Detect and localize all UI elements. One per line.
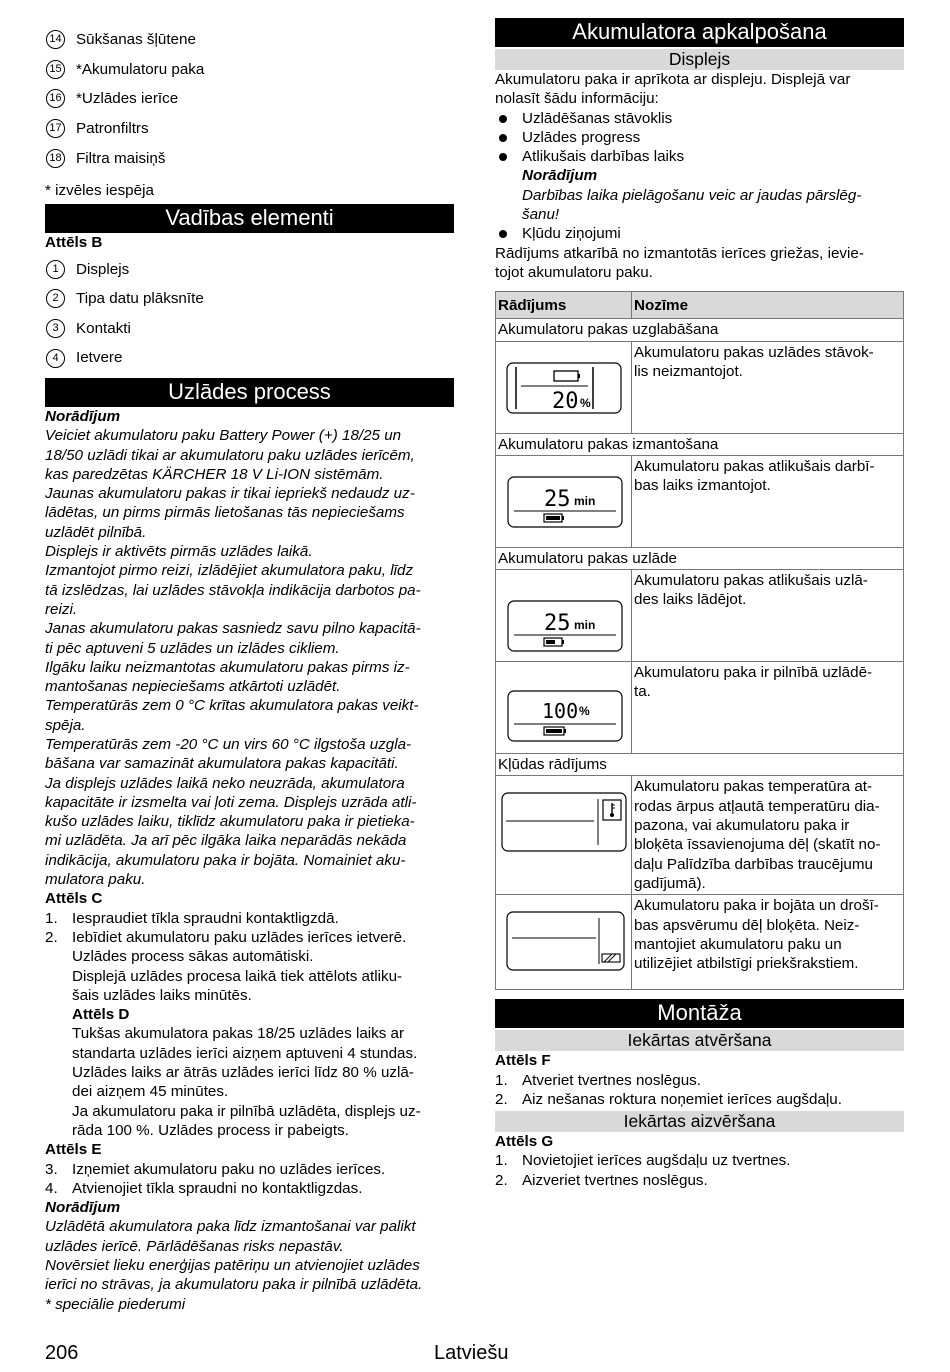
- text-line: mulatora paku.: [45, 871, 146, 889]
- text-line: indikācija, akumulatoru paka ir bojāta. Nomainiet aku-: [45, 851, 406, 869]
- text-line: * speciālie piederumi: [45, 1295, 186, 1313]
- step-text: Iebīdiet akumulatoru paku uzlādes ierīces ietverē. Uzlādes process sākas automātiski.: [72, 928, 407, 966]
- lcd-storage-icon: [498, 343, 629, 431]
- list-item: [45, 928, 454, 967]
- figure-label: Attēls D: [72, 1006, 130, 1024]
- parts-list: [45, 25, 454, 173]
- list-item: 2. Aizveriet tvertnes noslēgus.: [495, 1171, 708, 1189]
- note-label: Norādījum: [522, 167, 598, 185]
- bullet-icon: [495, 147, 522, 166]
- item-label: *Akumulatoru paka: [76, 60, 205, 78]
- figure-label: Attēls E: [45, 1141, 102, 1159]
- list-item: Atlikušais darbības laiks: [495, 147, 904, 166]
- table-header: Nozīme: [632, 292, 904, 319]
- text-line: uzlādēt pilnībā.: [45, 523, 147, 541]
- section-heading: Uzlādes process: [45, 378, 454, 407]
- lcd-value: 100: [542, 699, 579, 724]
- table-section: Akumulatoru pakas uzglabāšana: [496, 319, 904, 341]
- text-line: Ja akumulatoru paka ir pilnībā uzlādēta, displejs uz-: [72, 1102, 421, 1120]
- text-line: Darbības laika pielāgošanu veic ar jaudas pārslēg-: [522, 186, 862, 204]
- steps-list: [495, 1071, 904, 1110]
- item-label: Ietvere: [76, 349, 123, 367]
- bullet-list: [495, 109, 904, 167]
- text-line: Displejs ir aktivēts pirmās uzlādes laikā.: [45, 543, 313, 561]
- list-item: [45, 1179, 454, 1198]
- meaning-cell: Akumulatoru pakas uzlādes stāvok- lis neizmantojot.: [632, 341, 904, 433]
- text-line: mantošanas nepieciešams atkārtoti uzlādēt.: [45, 678, 341, 696]
- lcd-defect-icon: [498, 896, 629, 987]
- item-number: 4: [46, 349, 65, 368]
- text-line: dei aizņem 45 minūtes.: [72, 1083, 229, 1101]
- item-label: Displejs: [76, 260, 130, 278]
- step-detail: [45, 967, 454, 1141]
- text-line: lādētas, un pirms pirmās lietošanas tās nepieciešams: [45, 504, 405, 522]
- text-line: mi uzlādēta. Ja arī pēc ilgāka laika neparādās nekāda: [45, 832, 407, 850]
- list-item: [45, 284, 454, 314]
- steps-list: [45, 909, 454, 967]
- text-line: Novērsiet lieku enerģijas patēriņu un atvienojiet uzlādes: [45, 1257, 420, 1274]
- meaning-cell: Akumulatoru paka ir pilnībā uzlādē- ta.: [632, 662, 904, 754]
- table-header: Rādījums: [496, 292, 632, 319]
- bullet-icon: [495, 224, 522, 243]
- text-line: nolasīt šādu informāciju:: [495, 90, 659, 108]
- text-line: ierīci no strāvas, ja akumulatoru paka ir pilnībā uzlādēta.: [45, 1276, 423, 1294]
- list-item: 1. Atveriet tvertnes noslēgus.: [495, 1071, 701, 1089]
- lcd-unit: min: [574, 493, 596, 508]
- text-line: Veiciet akumulatoru paku Battery Power (+) 18/25 un: [45, 427, 402, 445]
- figure-label: Attēls G: [495, 1133, 554, 1151]
- lcd-unit: min: [574, 618, 596, 633]
- item-label: Kontakti: [76, 319, 131, 337]
- meaning-cell: Akumulatoru pakas atlikušais uzlā- des laiks lādējot.: [632, 570, 904, 662]
- text-line: kapacitāte ir izsmelta vai ļoti zema. Displejs uzrāda atli-: [45, 793, 417, 811]
- list-item: Uzlādes progress: [495, 128, 904, 147]
- text-line: tojot akumulatoru paku.: [495, 263, 653, 281]
- list-item: [45, 343, 454, 373]
- lcd-cell: [496, 455, 632, 547]
- meaning-cell: Akumulatoru paka ir bojāta un drošī- bas apsvērumu dēļ bloķēta. Neiz- mantojiet akumulatoru paku un utilizējiet atbilstīgi priekšrakstiem.: [632, 895, 904, 990]
- list-item: Uzlādēšanas stāvoklis: [495, 109, 904, 128]
- lcd-cell: [496, 662, 632, 754]
- section-heading: Akumulatora apkalpošana: [495, 18, 904, 47]
- text-line: kušo uzlādes laiku, tiklīdz akumulatoru paka ir pietieka-: [45, 813, 415, 831]
- text-line: Janas akumulatoru pakas sasniedz savu pilno kapacitā-: [45, 620, 421, 638]
- text-line: Ilgāku laiku neizmantotas akumulatoru pakas pirms iz-: [45, 658, 410, 676]
- text-line: standarta uzlādes ierīci aizņem aptuveni 4 stundas.: [72, 1044, 418, 1062]
- list-item: [45, 314, 454, 344]
- item-label: Tipa datu plāksnīte: [76, 290, 204, 308]
- lcd-unit: %: [579, 704, 590, 719]
- item-number: 1: [46, 260, 65, 279]
- section-heading: Vadības elementi: [45, 204, 454, 233]
- text-line: spēja.: [45, 716, 86, 734]
- lcd-full-icon: [498, 663, 629, 751]
- list-item: [45, 1160, 454, 1179]
- text-line: Temperatūrās zem -20 °C un virs 60 °C ilgstoša uzgla-: [45, 735, 412, 753]
- text-line: šanu!: [522, 206, 560, 224]
- figure-label: Attēls C: [45, 890, 103, 908]
- item-number: 16: [46, 89, 65, 108]
- bullet-icon: [495, 128, 522, 147]
- note-text: [45, 1217, 454, 1313]
- text-line: bāšana var samazināt akumulatora pakas kapacitāti.: [45, 755, 399, 773]
- list-item: [45, 909, 454, 928]
- table-section: Kļūdas rādījums: [496, 754, 904, 776]
- section-heading: Montāža: [495, 999, 904, 1028]
- item-number: 15: [46, 60, 65, 79]
- lcd-value: 25: [544, 611, 571, 637]
- optional-note: * izvēles iespēja: [45, 181, 154, 199]
- text-line: Uzlādētā akumulatora paka līdz izmantošanai var palikt: [45, 1218, 416, 1236]
- figure-label: Attēls B: [45, 234, 103, 252]
- item-label: Patronfiltrs: [76, 119, 149, 137]
- figure-label: Attēls F: [495, 1052, 551, 1070]
- lcd-cell: [496, 341, 632, 433]
- lcd-cell: [496, 776, 632, 895]
- controls-list: [45, 255, 454, 373]
- item-number: 2: [46, 289, 65, 308]
- item-label: Sūkšanas šļūtene: [76, 31, 196, 49]
- text-line: kas paredzētas KÄRCHER 18 V Li-ION sistēmām.: [45, 465, 384, 483]
- footer-language: Latviešu: [434, 1342, 509, 1364]
- list-item: [45, 143, 454, 173]
- item-number: 18: [46, 149, 65, 168]
- text-line: Displejā uzlādes procesa laikā tiek attēlots atliku-: [72, 967, 403, 985]
- step-text: Iespraudiet tīkla spraudni kontaktligzdā.: [72, 909, 339, 927]
- item-number: 17: [46, 119, 65, 138]
- step-number: 3.: [45, 1160, 58, 1178]
- step-text: Atvienojiet tīkla spraudni no kontaktligzdas.: [72, 1179, 363, 1197]
- text-line: reizi.: [45, 600, 78, 618]
- lcd-cell: [496, 895, 632, 990]
- lcd-cell: [496, 570, 632, 662]
- step-number: 4.: [45, 1179, 58, 1197]
- list-item: [45, 25, 454, 55]
- text-line: šais uzlādes laiks minūtēs.: [72, 986, 252, 1004]
- lcd-charge-icon: [498, 571, 629, 659]
- list-item: 1. Novietojiet ierīces augšdaļu uz tvertnes.: [495, 1152, 791, 1170]
- text-line: Izmantojot pirmo reizi, izlādējiet akumulatora paku, līdz: [45, 562, 414, 580]
- note-label: Norādījum: [45, 1199, 121, 1217]
- table-section: Akumulatoru pakas uzlāde: [496, 547, 904, 569]
- text-line: rāda 100 %. Uzlādes process ir pabeigts.: [72, 1121, 349, 1139]
- note-text: [45, 426, 454, 889]
- subsection-heading: Iekārtas aizvēršana: [495, 1111, 904, 1132]
- text-line: Ja displejs uzlādes laikā neko neuzrāda, akumulatora: [45, 774, 405, 792]
- text-line: Akumulatoru paka ir aprīkota ar displeju. Displejā var: [495, 71, 851, 88]
- item-label: *Uzlādes ierīce: [76, 90, 179, 108]
- item-label: Filtra maisiņš: [76, 149, 166, 167]
- text-line: uzlādes ierīcē. Pārlādēšanas risks nepastāv.: [45, 1237, 344, 1255]
- text-line: 18/50 uzlādi tikai ar akumulatoru paku uzlādes ierīcēm,: [45, 446, 415, 464]
- text-line: Jaunas akumulatoru pakas ir tikai iepriekš nedaudz uz-: [45, 485, 415, 503]
- right-column: [495, 18, 904, 1190]
- note-block: [495, 166, 904, 224]
- subsection-heading: Displejs: [495, 49, 904, 70]
- text-line: Rādījums atkarībā no izmantotās ierīces griežas, ievie-: [495, 244, 864, 262]
- item-number: 3: [46, 319, 65, 338]
- step-number: 2.: [45, 928, 58, 946]
- text-line: Uzlādes laiks ar ātrās uzlādes ierīci līdz 80 % uzlā-: [72, 1064, 414, 1082]
- display-table: [495, 291, 904, 990]
- lcd-unit: %: [580, 395, 591, 410]
- text-line: Tukšas akumulatora pakas 18/25 uzlādes laiks ar: [72, 1025, 405, 1043]
- meaning-cell: Akumulatoru pakas atlikušais darbī- bas laiks izmantojot.: [632, 455, 904, 547]
- text-line: Temperatūrās zem 0 °C krītas akumulatora pakas veikt-: [45, 697, 419, 715]
- subsection-heading: Iekārtas atvēršana: [495, 1030, 904, 1051]
- left-column: [45, 18, 454, 1314]
- table-section: Akumulatoru pakas izmantošana: [496, 433, 904, 455]
- bullet-icon: [495, 109, 522, 128]
- list-item: [45, 114, 454, 144]
- lcd-value: 20: [552, 388, 579, 414]
- item-number: 14: [46, 30, 65, 49]
- text-line: tā izslēdzas, lai uzlādes stāvokļa indikācija darbotos pa-: [45, 581, 421, 599]
- list-item: Kļūdu ziņojumi: [495, 224, 904, 243]
- list-item: [45, 55, 454, 85]
- lcd-use-icon: [498, 457, 629, 545]
- list-item: [45, 84, 454, 114]
- list-item: 2. Aiz nešanas roktura noņemiet ierīces augšdaļu.: [495, 1090, 842, 1108]
- lcd-value: 25: [544, 486, 571, 512]
- list-item: [45, 255, 454, 285]
- step-text: Izņemiet akumulatoru paku no uzlādes ierīces.: [72, 1160, 386, 1178]
- bullet-list: [495, 224, 904, 243]
- note-label: Norādījum: [45, 407, 121, 425]
- steps-list: [495, 1151, 904, 1190]
- lcd-temperature-error-icon: [498, 777, 629, 890]
- steps-list: [45, 1160, 454, 1199]
- meaning-cell: Akumulatoru pakas temperatūra at- rodas ārpus atļautā temperatūru dia- pazona, vai akumulatoru paka ir bloķēta īssavienojuma dēļ (skatīt no- daļu Palīdzība darbības traucējumu gadījumā).: [632, 776, 904, 895]
- step-number: 1.: [45, 909, 58, 927]
- text-line: ti pēc aptuveni 5 uzlādes un izlādes cikliem.: [45, 639, 340, 657]
- page-number: 206: [45, 1342, 79, 1364]
